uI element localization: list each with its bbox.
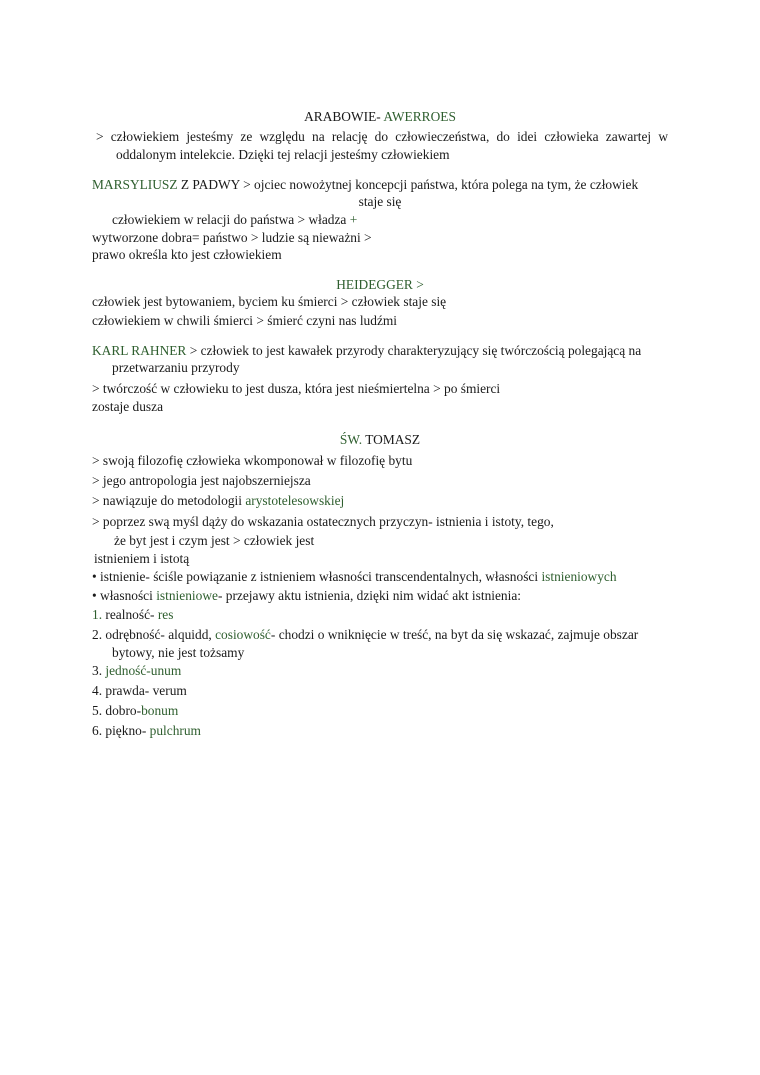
bullet-text: - przejawy aktu istnienia, dzięki nim widać akt istnienia: (217, 588, 522, 603)
item-text: realność- (102, 607, 158, 622)
tomasz-line-2: > jego antropologia jest najobszerniejsza (92, 473, 311, 488)
bullet-text: • własności (92, 588, 157, 603)
list-item-5 (92, 702, 178, 720)
item-text: 2. odrębność- alquidd, (92, 627, 216, 642)
item-highlight: res (157, 607, 174, 622)
tomasz-line-5: że byt jest i czym jest > człowiek jest (114, 533, 315, 548)
list-item-2 (92, 626, 638, 644)
bullet-istnienie (92, 568, 617, 586)
item-highlight: jedność-unum (105, 663, 182, 678)
tomasz-highlight: arystotelesowskiej (245, 493, 345, 508)
arabowie-line-2: oddalonym intelekcie. Dzięki tej relacji jesteśmy człowiekiem (116, 147, 450, 162)
item-highlight: bonum (141, 703, 179, 718)
heading-highlight: ŚW. (339, 432, 363, 447)
marsyliusz-line-3 (112, 211, 357, 229)
tomasz-line-4: > poprzez swą myśl dąży do wskazania ostatecznych przyczyn- istnienia i istoty, tego, (92, 514, 554, 529)
marsyliusz-text: człowiekiem w relacji do państwa > władza (112, 212, 350, 227)
marsyliusz-highlight: + (349, 212, 358, 227)
item-text: 5. dobro- (92, 703, 142, 718)
marsyliusz-line-5: prawo określa kto jest człowiekiem (92, 247, 282, 262)
bullet-highlight: istnieniowych (541, 569, 617, 584)
tomasz-text: > nawiązuje do metodologii (92, 493, 246, 508)
heading-text: TOMASZ (362, 432, 421, 447)
tomasz-line-1: > swoją filozofię człowieka wkomponował w filozofię bytu (92, 453, 413, 468)
list-item-1 (92, 606, 173, 624)
marsyliusz-name: MARSYLIUSZ (92, 177, 178, 192)
marsyliusz-line-4: wytworzone dobra= państwo > ludzie są nieważni > (92, 230, 372, 245)
rahner-line-3: > twórczość w człowieku to jest dusza, która jest nieśmiertelna > po śmierci (92, 381, 501, 396)
heading-highlight: AWERROES (383, 109, 456, 124)
marsyliusz-line-1 (92, 176, 638, 194)
heading-tomasz (92, 431, 668, 449)
heading-heidegger: HEIDEGGER > (336, 277, 424, 292)
item-text: - chodzi o wniknięcie w treść, na byt da się wskazać, zajmuje obszar (270, 627, 639, 642)
list-item-6 (92, 722, 201, 740)
arabowie-line-1: > człowiekiem jesteśmy ze względu na relację do człowieczeństwa, do idei człowieka zawartej w (96, 129, 668, 144)
bullet-wlasnosci (92, 587, 521, 605)
item-number: 1. (92, 607, 103, 622)
tomasz-line-6: istnieniem i istotą (94, 551, 190, 566)
tomasz-line-3 (92, 492, 344, 510)
item-number: 3. (92, 663, 106, 678)
heidegger-line-1: człowiek jest bytowaniem, byciem ku śmierci > człowiek staje się (92, 294, 447, 309)
list-item-3 (92, 662, 181, 680)
heading-arabowie (92, 108, 668, 126)
rahner-name: KARL RAHNER (92, 343, 187, 358)
rahner-line-1 (92, 342, 641, 360)
rahner-line-4: zostaje dusza (92, 399, 164, 414)
heading-text: ARABOWIE- (304, 109, 384, 124)
list-item-2-continuation: bytowy, nie jest tożsamy (112, 645, 245, 660)
list-item-4: 4. prawda- verum (92, 683, 187, 698)
marsyliusz-text: Z PADWY > ojciec nowożytnej koncepcji państwa, która polega na tym, że człowiek (177, 177, 639, 192)
item-highlight: pulchrum (149, 723, 201, 738)
bullet-text: • istnienie- ściśle powiązanie z istnieniem własności transcendentalnych, własności (92, 569, 542, 584)
item-highlight: cosiowość (215, 627, 271, 642)
heidegger-line-2: człowiekiem w chwili śmierci > śmierć czyni nas ludźmi (92, 313, 398, 328)
rahner-text: > człowiek to jest kawałek przyrody charakteryzujący się twórczością polegającą na (186, 343, 642, 358)
bullet-highlight: istnieniowe (156, 588, 218, 603)
item-text: 6. piękno- (92, 723, 150, 738)
rahner-line-2: przetwarzaniu przyrody (112, 360, 240, 375)
marsyliusz-line-2: staje się (358, 194, 402, 209)
